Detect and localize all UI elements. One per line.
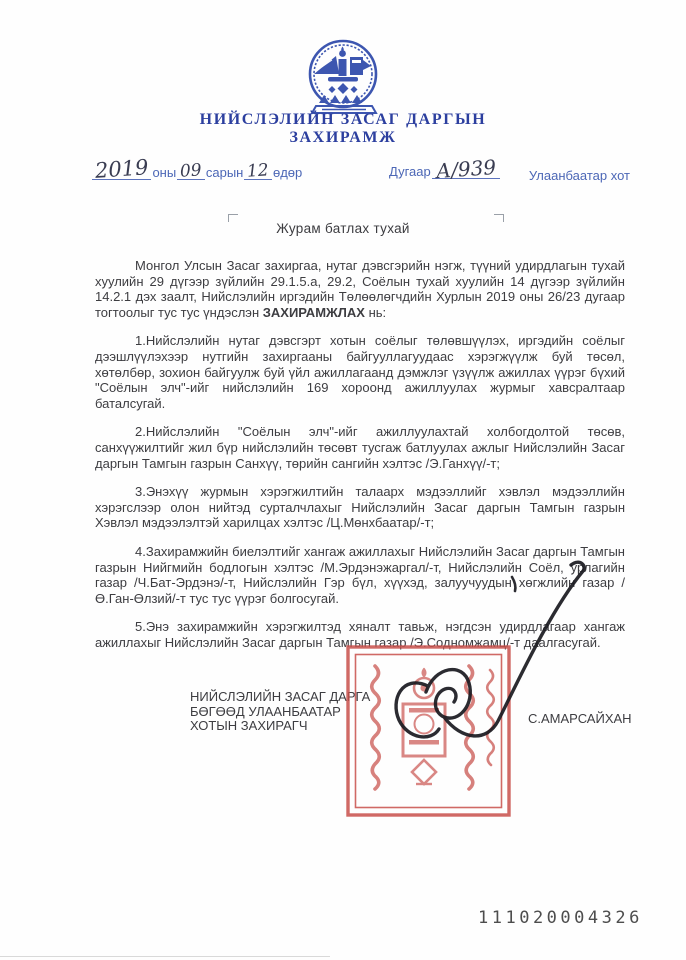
date-fields <box>92 155 303 183</box>
month-handwritten: 09 <box>179 160 203 182</box>
month-label: сарын <box>205 165 244 180</box>
day-label: өдөр <box>272 165 303 180</box>
day-handwritten: 12 <box>246 160 270 182</box>
month-field <box>177 162 205 180</box>
org-title <box>0 111 686 147</box>
document-number-handwritten: А/939 <box>434 154 497 184</box>
org-title-line1: НИЙСЛЭЛИЙН ЗАСАГ ДАРГЫН <box>199 111 487 128</box>
registration-number: 111020004326 <box>478 908 643 928</box>
clause-4: 4.Захирамжийн биелэлтийг хангаж ажиллахыг Нийслэлийн Засаг даргын Тамгын газрын Нийгмийн бодлогын хэлтэс /М.Эрдэнэжаргал/-т, Нийслэлийн Соёл, урлагийн газар /Ч.Бат-Эрдэнэ/-т, Нийслэлийн Гэр бүл, хүүхэд, залуучуудын хөгжлийн газар /Ө.Ган-Өлзий/-т тус тус үүрэг болгосугай. <box>95 543 625 606</box>
signer-title-line3: ХОТЫН ЗАХИРАГЧ <box>190 718 308 734</box>
clause-3: 3.Энэхүү журмын хэрэгжилтийн талаарх мэдээллийг хэвлэл мэдээллийн хэрэгслээр олон нийтэд сурталчлахыг Нийслэлийн Засаг даргын Тамгын газрын Хэвлэл мэдээлэлтэй харилцах хэлтэс /Ц.Мөнхбаатар/-т; <box>95 484 625 531</box>
official-seal-stamp <box>345 644 512 823</box>
clause-5: 5.Энэ захирамжийн хэрэгжилтэд хяналт тавьж, нэгдсэн удирдлагаар хангаж ажиллахыг Нийслэлийн Засаг даргын Тамгын газар /Э.Содномжамц/-т даалгасугай. <box>95 619 625 650</box>
preamble-text: Монгол Улсын Засаг захиргаа, нутаг дэвсгэрийн нэгж, түүний удирдлагын тухай хуулийн 29 дүгээр зүйлийн 29.1.5.а, 29.2, Соёлын тухай хуулийн 14 дүгээр зүйлийн 14.2.1 дэх заалт, Нийслэлийн иргэдийн Төлөөлөгчдийн Хурлын 2019 оны 26/23 дугаар тогтоолыг тус тус үндэслэн <box>95 258 625 320</box>
preamble-tail: нь: <box>364 304 387 320</box>
year-field <box>92 155 151 183</box>
clause-2: 2.Нийслэлийн "Соёлын элч"-ийг ажиллуулахтай холбогдолтой төсөв, санхүүжилтийг жил бүр нийслэлийн төсөвт тусгаж батлуулах ажлыг Нийслэлийн Засаг даргын Тамгын газрын Санхүү, төрийн сангийн хэлтэс /Э.Ганхүү/-т; <box>95 424 625 471</box>
city-emblem-icon <box>292 38 394 121</box>
org-title-line2: ЗАХИРАМЖ <box>289 129 397 146</box>
document-number-field <box>388 154 500 184</box>
clause-1: 1.Нийслэлийн нутаг дэвсгэрт хотын соёлыг төлөвшүүлэх, иргэдийн соёлыг дээшлүүлэхээр нутгийн захиргааны байгууллагуудаас хэрэгжүүлж буй төсөл, хөтөлбөр, зохион байгуулж буй үйл ажиллагаанд дэмжлэг үзүүлж ажиллах үүрэг бүхий "Соёлын элч"-ийг нийслэлийн 169 хороонд ажиллуулах журмыг хавсралтаар баталсугай. <box>95 333 625 411</box>
decree-body <box>95 258 625 663</box>
signer-name: С.АМАРСАЙХАН <box>528 711 632 726</box>
preamble-emphasis: ЗАХИРАМЖЛАХ <box>262 304 365 320</box>
preamble-paragraph <box>95 258 625 320</box>
signer-title <box>190 690 370 734</box>
year-handwritten: 2019 <box>94 155 150 183</box>
subject-title: Журам батлах тухай <box>276 221 410 236</box>
city-label: Улаанбаатар хот <box>528 168 630 183</box>
signer-title-line2: БӨГӨӨД УЛААНБААТАР <box>190 703 341 719</box>
day-field <box>244 162 272 180</box>
signer-title-line1: НИЙСЛЭЛИЙН ЗАСАГ ДАРГА <box>190 689 371 704</box>
scan-artifact-line <box>0 956 330 957</box>
year-label: оны <box>152 165 177 180</box>
document-number-slot <box>432 154 500 184</box>
document-number-label: Дугаар <box>389 164 431 179</box>
